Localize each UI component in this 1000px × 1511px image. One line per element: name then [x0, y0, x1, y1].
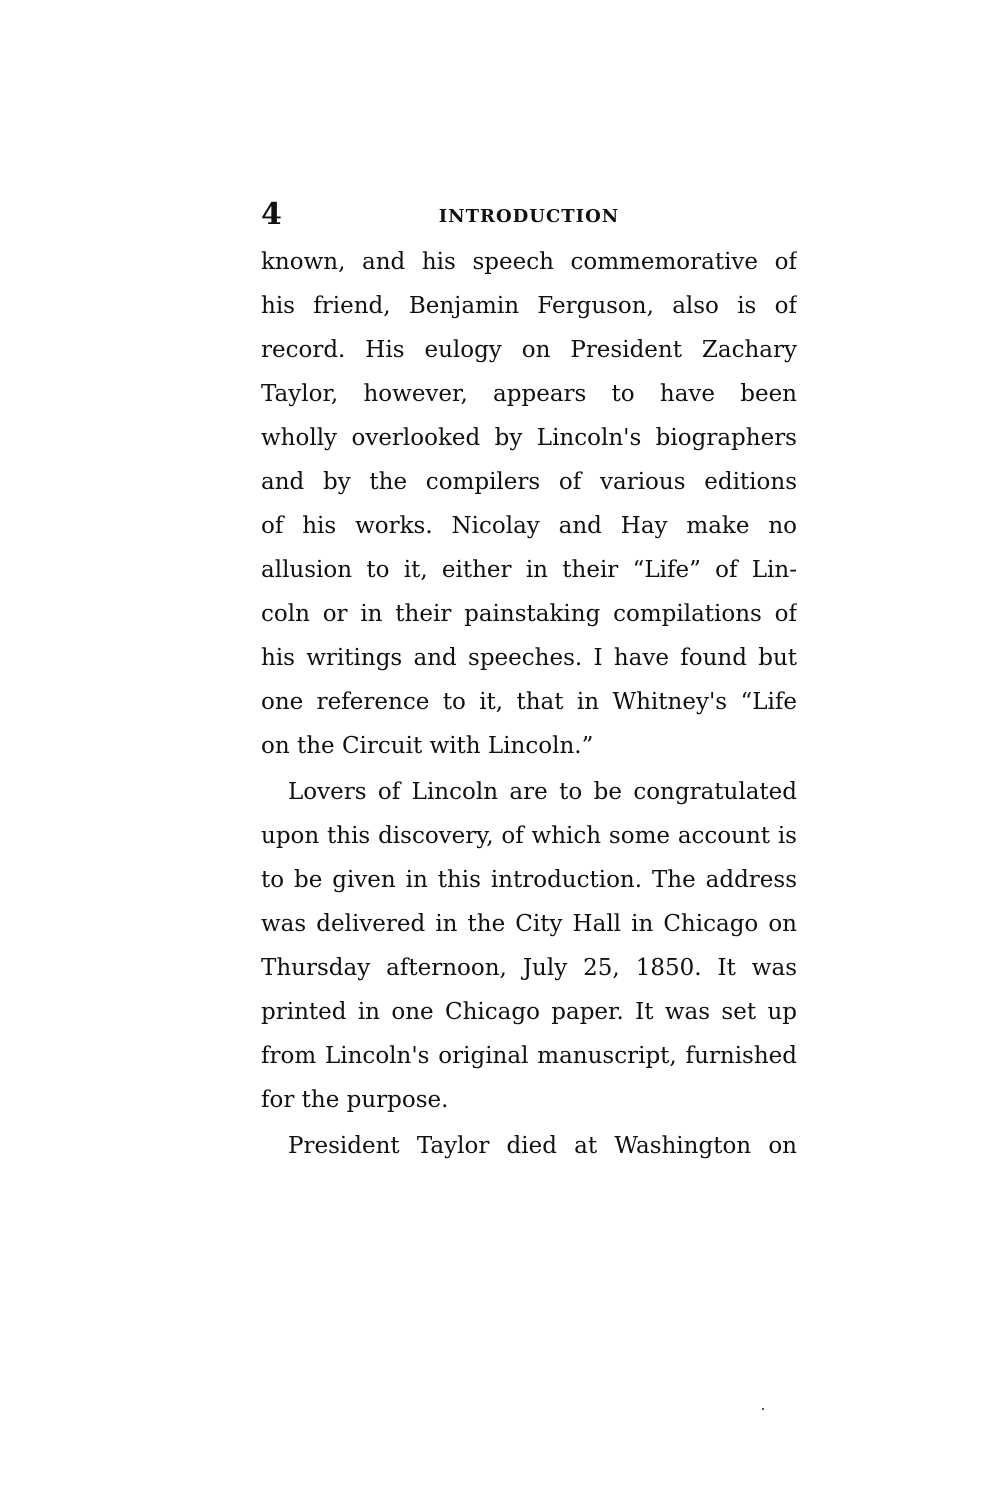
body-text: [261, 240, 797, 1168]
text-line: Lovers of Lincoln are to be congratulated: [288, 779, 797, 805]
text-line: his writings and speeches. I have found but: [261, 645, 797, 671]
text-line: of his works. Nicolay and Hay make no: [261, 513, 797, 539]
text-line: allusion to it, either in their “Life” of Lin-: [261, 557, 797, 583]
paragraph-1: [261, 240, 797, 768]
text-line: Thursday afternoon, July 25, 1850. It was: [261, 955, 797, 981]
text-line: his friend, Benjamin Ferguson, also is of: [261, 293, 797, 319]
page-number: 4: [261, 197, 282, 232]
paragraph-3: [261, 1124, 797, 1168]
text-line: and by the compilers of various editions: [261, 469, 797, 495]
text-line: wholly overlooked by Lincoln's biographers: [261, 425, 797, 451]
text-line: record. His eulogy on President Zachary: [261, 337, 797, 363]
text-line: to be given in this introduction. The address: [261, 867, 797, 893]
text-line: known, and his speech commemorative of: [261, 249, 797, 275]
running-title: INTRODUCTION: [438, 206, 620, 227]
text-line: on the Circuit with Lincoln.”: [261, 733, 594, 759]
text-line: coln or in their painstaking compilations of: [261, 601, 797, 627]
print-speck: [762, 1408, 764, 1410]
text-line: upon this discovery, of which some account is: [261, 823, 797, 849]
text-line: for the purpose.: [261, 1087, 449, 1113]
page-header: [261, 198, 797, 238]
text-line: from Lincoln's original manuscript, furnished: [261, 1043, 797, 1069]
paragraph-2: [261, 770, 797, 1122]
text-line: Taylor, however, appears to have been: [261, 381, 797, 407]
text-line: printed in one Chicago paper. It was set up: [261, 999, 797, 1025]
text-line: one reference to it, that in Whitney's “Life: [261, 689, 797, 715]
text-line: President Taylor died at Washington on: [288, 1133, 797, 1159]
text-line: was delivered in the City Hall in Chicago on: [261, 911, 797, 937]
